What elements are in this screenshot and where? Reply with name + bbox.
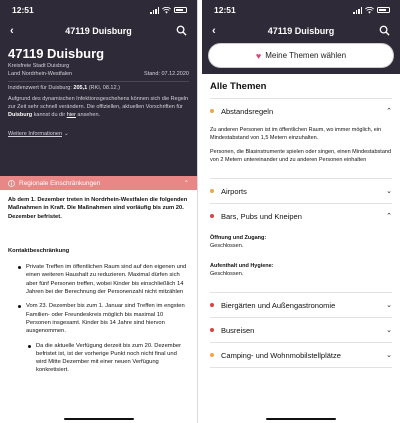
bullet-dot [18, 266, 21, 269]
topic-header[interactable]: Bars, Pubs und Kneipen ⌃ [210, 204, 392, 228]
search-icon[interactable] [379, 25, 390, 36]
status-dot-icon [210, 303, 214, 307]
status-bar [202, 0, 400, 20]
rules-link[interactable]: hier [66, 112, 76, 118]
district-label: Kreisfreie Stadt Duisburg [8, 63, 70, 69]
back-chevron-icon[interactable]: ‹ [212, 25, 216, 37]
nav-title: 47119 Duisburg [267, 26, 335, 36]
nav-title: 47119 Duisburg [65, 26, 132, 36]
list-item: Private Treffen im öffentlichen Raum sind auf den eigenen und einen weiteren Haushalt zu reduzieren. Maximal dürfen sich aber fünf Personen treffen, wobei Kinder bis einschließlich 14 Jahren bei der Berechnung der Personenzahl nicht mitzählen [8, 263, 189, 296]
status-dot-icon [210, 109, 214, 113]
wifi-icon [365, 7, 374, 14]
more-info-link[interactable]: Weitere Informationen ⌄ [8, 131, 69, 137]
status-dot-icon [210, 214, 214, 218]
choose-themes-button[interactable] [208, 43, 394, 68]
topic-camping [210, 343, 392, 368]
signal-icon [150, 7, 159, 14]
nav-bar [0, 20, 197, 42]
topic-busreisen [210, 318, 392, 343]
topic-abstandsregeln [210, 99, 392, 179]
topic-body: Zu anderen Personen ist im öffentlichen Raum, wo immer möglich, ein Mindestabstand von 1,5 Metern einzuhalten. Personen, die Blasinstrumente spielen oder singen, einen Mindestabstand von 2 Metern untereinander und zu anderen Personen einhalten [210, 127, 392, 163]
incidence-line: Inzidenzwert für Duisburg: 205,1 (RKI, 08.12.) [8, 85, 120, 91]
section-heading: Kontaktbeschränkung [8, 247, 70, 254]
nav-bar [202, 20, 400, 42]
battery-icon [377, 7, 390, 13]
topic-header[interactable]: Airports ⌄ [210, 179, 392, 203]
themes-button-area [202, 42, 400, 74]
restrictions-lead: Ab dem 1. Dezember treten in Nordrhein-Westfalen die folgenden Maßnahmen in Kraft. Die Maßnahmen sind vorläufig bis zum 20. Dezember befristet. [8, 197, 188, 220]
list-item: Vom 23. Dezember bis zum 1. Januar sind Treffen im engsten Familien- oder Freundeskreis möglich bis maximal 10 Personen insgesamt. Kinder bis 14 Jahre sind hiervon ausgenommen. [8, 302, 189, 335]
regional-restrictions-bar[interactable] [0, 176, 197, 190]
chevron-down-icon: ⌄ [386, 302, 392, 309]
battery-icon [174, 7, 187, 13]
location-header [0, 42, 197, 176]
topic-header[interactable]: Busreisen ⌄ [210, 318, 392, 342]
status-bar [0, 0, 197, 20]
chevron-down-icon: ⌄ [64, 131, 69, 137]
chevron-down-icon: ⌄ [386, 188, 392, 195]
incidence-value: 205,1 [73, 85, 88, 91]
restrictions-content [0, 190, 197, 387]
topic-airports [210, 179, 392, 204]
topic-header[interactable]: Camping- und Wohnmobilstellplätze ⌄ [210, 343, 392, 367]
wifi-icon [162, 7, 171, 14]
regional-restrictions-label: Regionale Einschränkungen [19, 179, 101, 187]
topics-list [202, 74, 400, 368]
bullet-dot [28, 345, 31, 348]
status-icons [353, 7, 390, 14]
stand-date: Stand: 07.12.2020 [144, 71, 189, 77]
chevron-down-icon: ⌄ [386, 352, 392, 359]
home-indicator[interactable] [266, 418, 336, 421]
search-icon[interactable] [176, 25, 187, 36]
divider [8, 81, 189, 82]
topic-header[interactable]: Abstandsregeln ⌃ [210, 99, 392, 123]
home-indicator[interactable] [64, 418, 134, 421]
status-dot-icon [210, 353, 214, 357]
status-dot-icon [210, 189, 214, 193]
signal-icon [353, 7, 362, 14]
topic-header[interactable]: Biergärten und Außengastronomie ⌄ [210, 293, 392, 317]
status-time: 12:51 [214, 5, 236, 15]
status-icons [150, 7, 187, 14]
choose-themes-label: Meine Themen wählen [265, 51, 347, 60]
page-title: 47119 Duisburg [8, 46, 105, 61]
topic-biergaerten [210, 293, 392, 318]
chevron-down-icon: ⌄ [386, 327, 392, 334]
status-dot-icon [210, 328, 214, 332]
all-topics-title: Alle Themen [210, 74, 392, 99]
back-chevron-icon[interactable]: ‹ [10, 25, 14, 37]
status-time: 12:51 [12, 5, 34, 15]
chevron-up-icon: ⌃ [183, 180, 189, 187]
left-screen [0, 0, 198, 423]
bullet-list [8, 263, 189, 375]
heart-icon: ♥ [255, 50, 262, 61]
right-screen [202, 0, 400, 423]
chevron-up-icon: ⌃ [386, 108, 392, 115]
bullet-dot [18, 305, 21, 308]
list-item: Da die aktuelle Verfügung derzeit bis zum 20. Dezember befristet ist, ist der vorherige Punkt noch nicht final und wird Mitte Dezember mit einer neuen Verfügung konkretisiert. [8, 342, 189, 375]
rules-notice: Aufgrund des dynamischen Infektionsgeschehens können sich die Regeln zur Zeit sehr schnell verändern. Die offiziellen, aktuellen Vorschriften für Duisburg kannst du dir hier ansehen. [8, 96, 189, 118]
state-label: Land Nordrhein-Westfalen [8, 71, 73, 77]
info-icon [8, 180, 15, 187]
chevron-up-icon: ⌃ [386, 213, 392, 220]
topic-bars-pubs [210, 204, 392, 293]
topic-body: Öffnung und Zugang: Geschlossen. Aufenthalt und Hygiene: Geschlossen. [210, 235, 274, 277]
